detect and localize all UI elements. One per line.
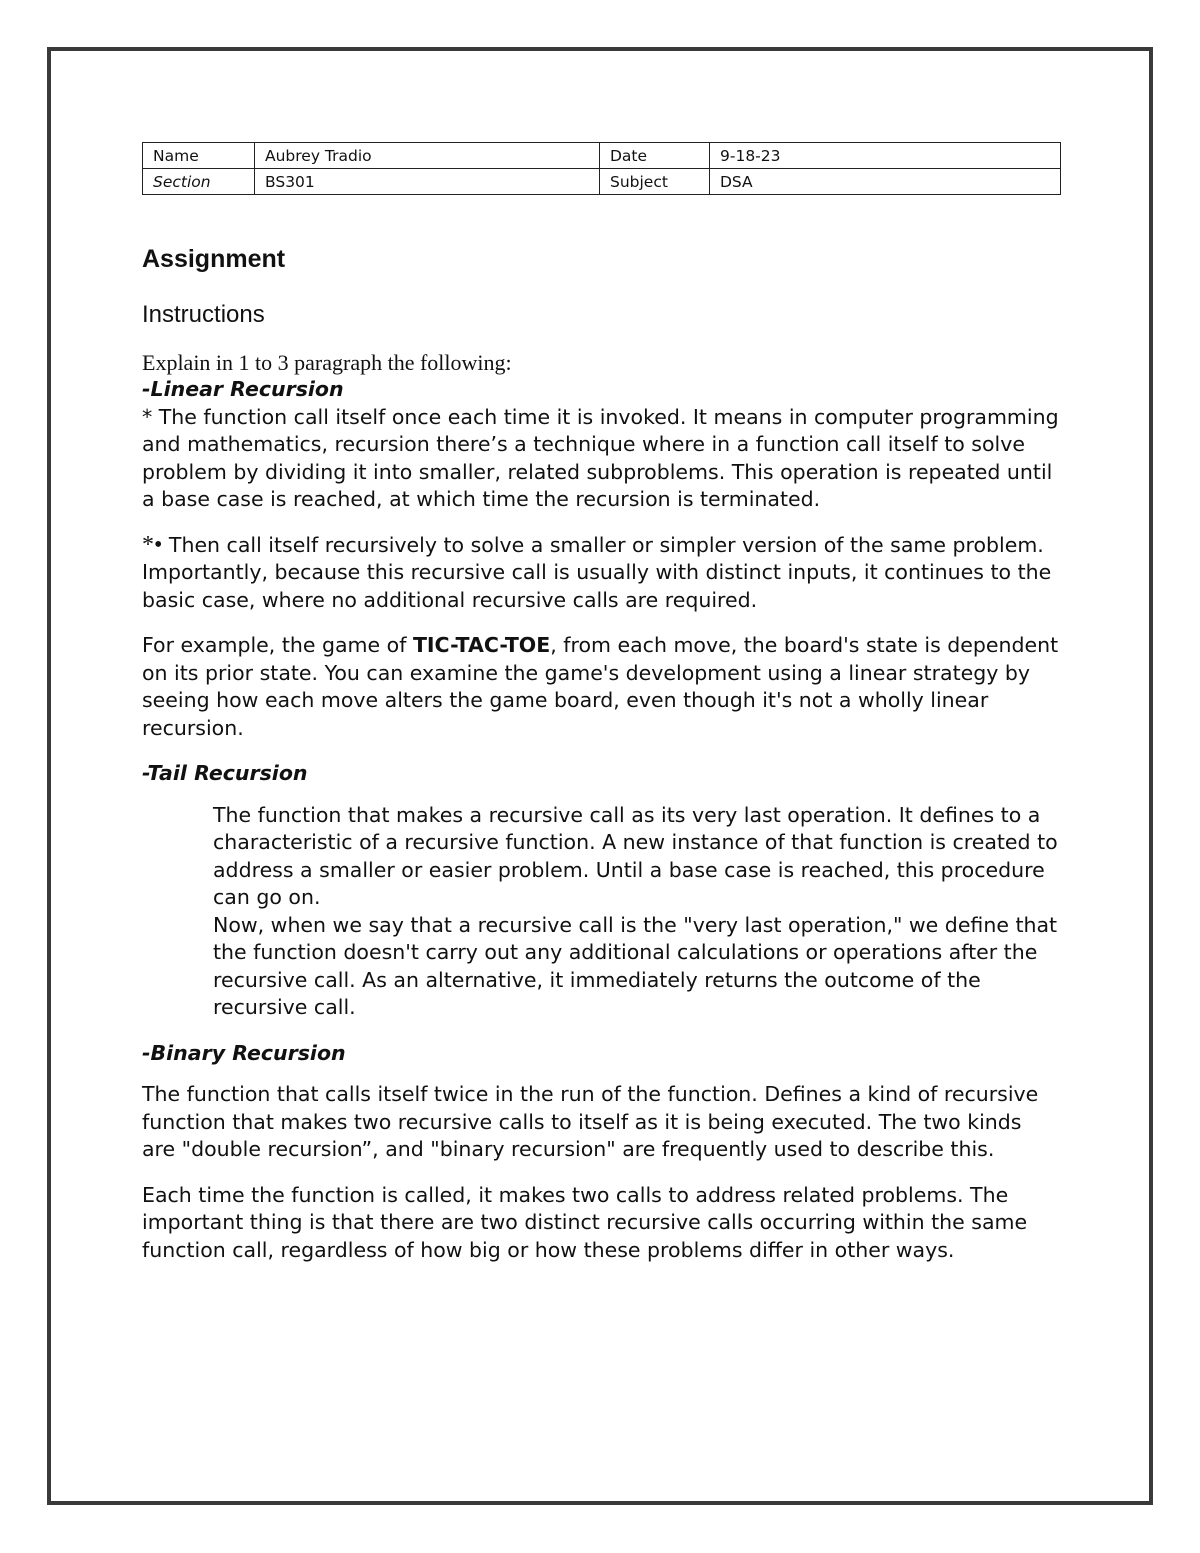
section-value: BS301 bbox=[255, 169, 600, 195]
date-label: Date bbox=[600, 143, 710, 169]
document-content bbox=[142, 142, 1060, 1262]
tail-paragraph-1: The function that makes a recursive call as its very last operation. It defines to a characteristic of a recursive function. A new instance of that function is created to address a smaller or easier problem. Until a base case is reached, this procedure can go on. bbox=[213, 802, 1058, 909]
info-table bbox=[142, 142, 1061, 195]
instructions-heading: Instructions bbox=[142, 301, 265, 328]
linear-paragraph-3-start: For example, the game of bbox=[142, 633, 413, 657]
linear-recursion-title: -Linear Recursion bbox=[142, 377, 344, 401]
table-row bbox=[143, 169, 1061, 195]
tail-paragraph-2: Now, when we say that a recursive call is the "very last operation," we define that the function doesn't carry out any additional calculations or operations after the recursive call. As an alternative, it immediately returns the outcome of the recursive call. bbox=[213, 912, 1058, 1019]
tail-recursion-title: -Tail Recursion bbox=[142, 761, 308, 785]
page-title: Assignment bbox=[142, 245, 286, 273]
linear-paragraph-1: * The function call itself once each time it is invoked. It means in computer programming and mathematics, recursion there’s a technique where in a function call itself to solve problem by dividing it into smaller, related subproblems. This operation is repeated until a base case is reached, at which time the recursion is terminated. bbox=[142, 404, 1059, 511]
linear-paragraph-2-text: Then call itself recursively to solve a smaller or simpler version of the same problem. Importantly, because this recursive call is usually with distinct inputs, it continues to the basic case, where no additional recursive calls are required. bbox=[142, 532, 1052, 612]
binary-recursion-title: -Binary Recursion bbox=[142, 1040, 346, 1065]
linear-paragraph-3 bbox=[142, 632, 1060, 742]
prompt-text: Explain in 1 to 3 paragraph the following: bbox=[142, 350, 512, 375]
linear-paragraph-3-end: , from each move, the board's state is dependent on its prior state. You can examine the game's development using a linear strategy by seeing how each move alters the game board, even though it's not a wholly linear recursion. bbox=[142, 633, 1059, 740]
bullet-marker: *• bbox=[142, 531, 163, 558]
name-label: Name bbox=[143, 143, 255, 169]
date-value: 9-18-23 bbox=[710, 143, 1061, 169]
tail-recursion-block bbox=[142, 802, 1060, 1022]
tic-tac-toe-bold: TIC-TAC-TOE bbox=[412, 633, 551, 657]
subject-value: DSA bbox=[710, 169, 1061, 195]
name-value: Aubrey Tradio bbox=[255, 143, 600, 169]
binary-paragraph-2: Each time the function is called, it makes two calls to address related problems. The important thing is that there are two distinct recursive calls occurring within the same function call, regardless of how big or how these problems differ in other ways. bbox=[142, 1182, 1028, 1262]
linear-paragraph-2 bbox=[142, 532, 1060, 615]
section-label: Section bbox=[143, 169, 255, 195]
body-text bbox=[142, 349, 1060, 1264]
binary-paragraph-1: The function that calls itself twice in the run of the function. Defines a kind of recursive function that makes two recursive calls to itself as it is being executed. The two kinds are "double recursion”, and "binary recursion" are frequently used to describe this. bbox=[142, 1082, 1039, 1161]
table-row bbox=[143, 143, 1061, 169]
subject-label: Subject bbox=[600, 169, 710, 195]
